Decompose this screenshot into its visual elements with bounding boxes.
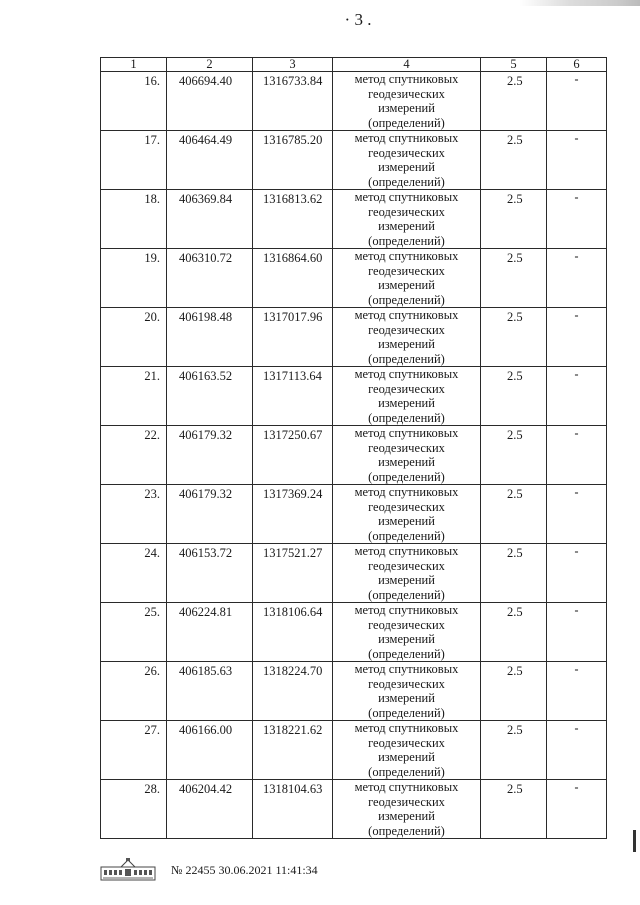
coordinate-x: 406464.49 [167, 131, 253, 190]
header-col-5: 5 [481, 58, 547, 72]
accuracy-cell: 2.5 [481, 544, 547, 603]
method-cell: метод спутниковых геодезических измерений (определений) [333, 544, 481, 603]
method-cell: метод спутниковых геодезических измерений (определений) [333, 367, 481, 426]
accuracy-cell: 2.5 [481, 367, 547, 426]
building-seal-icon [99, 858, 157, 882]
note-cell: - [547, 72, 607, 131]
table-row [101, 485, 607, 544]
coordinate-y: 1317369.24 [253, 485, 333, 544]
coordinate-x: 406179.32 [167, 485, 253, 544]
accuracy-cell: 2.5 [481, 603, 547, 662]
table-row [101, 544, 607, 603]
method-cell: метод спутниковых геодезических измерений (определений) [333, 721, 481, 780]
note-cell: - [547, 426, 607, 485]
coordinate-y: 1317113.64 [253, 367, 333, 426]
table-row [101, 603, 607, 662]
note-cell: - [547, 544, 607, 603]
note-cell: - [547, 131, 607, 190]
accuracy-cell: 2.5 [481, 131, 547, 190]
coordinate-y: 1318104.63 [253, 780, 333, 839]
coordinate-x: 406369.84 [167, 190, 253, 249]
coordinates-table [100, 57, 607, 839]
row-number: 28. [101, 780, 167, 839]
note-cell: - [547, 308, 607, 367]
note-cell: - [547, 485, 607, 544]
header-col-6: 6 [547, 58, 607, 72]
scan-mark [633, 830, 636, 852]
coordinate-x: 406179.32 [167, 426, 253, 485]
note-cell: - [547, 190, 607, 249]
coordinate-y: 1318221.62 [253, 721, 333, 780]
table-row [101, 662, 607, 721]
table-row [101, 72, 607, 131]
note-cell: - [547, 603, 607, 662]
table-row [101, 721, 607, 780]
coordinate-x: 406153.72 [167, 544, 253, 603]
coordinate-y: 1318106.64 [253, 603, 333, 662]
row-number: 26. [101, 662, 167, 721]
table-row [101, 426, 607, 485]
table-row [101, 131, 607, 190]
coordinate-y: 1316733.84 [253, 72, 333, 131]
accuracy-cell: 2.5 [481, 426, 547, 485]
coordinate-y: 1316785.20 [253, 131, 333, 190]
method-cell: метод спутниковых геодезических измерений (определений) [333, 662, 481, 721]
accuracy-cell: 2.5 [481, 308, 547, 367]
table-row [101, 249, 607, 308]
page-number-dot-right: . [367, 10, 372, 29]
method-cell: метод спутниковых геодезических измерений (определений) [333, 485, 481, 544]
coordinate-y: 1317521.27 [253, 544, 333, 603]
scan-mark [520, 0, 640, 6]
note-cell: - [547, 249, 607, 308]
document-footer [99, 858, 318, 882]
coordinate-y: 1316864.60 [253, 249, 333, 308]
row-number: 17. [101, 131, 167, 190]
row-number: 24. [101, 544, 167, 603]
header-col-3: 3 [253, 58, 333, 72]
accuracy-cell: 2.5 [481, 249, 547, 308]
coordinate-x: 406694.40 [167, 72, 253, 131]
method-cell: метод спутниковых геодезических измерений (определений) [333, 190, 481, 249]
table-header [101, 58, 607, 72]
row-number: 20. [101, 308, 167, 367]
row-number: 27. [101, 721, 167, 780]
page-number-value: 3 [354, 10, 363, 29]
header-row [101, 58, 607, 72]
header-col-4: 4 [333, 58, 481, 72]
registration-stamp: № 22455 30.06.2021 11:41:34 [171, 862, 318, 877]
accuracy-cell: 2.5 [481, 780, 547, 839]
table-row [101, 780, 607, 839]
method-cell: метод спутниковых геодезических измерений (определений) [333, 308, 481, 367]
method-cell: метод спутниковых геодезических измерений (определений) [333, 131, 481, 190]
row-number: 25. [101, 603, 167, 662]
coordinate-y: 1316813.62 [253, 190, 333, 249]
table-row [101, 367, 607, 426]
row-number: 16. [101, 72, 167, 131]
method-cell: метод спутниковых геодезических измерений (определений) [333, 72, 481, 131]
accuracy-cell: 2.5 [481, 721, 547, 780]
coordinate-x: 406185.63 [167, 662, 253, 721]
note-cell: - [547, 780, 607, 839]
coordinate-x: 406204.42 [167, 780, 253, 839]
accuracy-cell: 2.5 [481, 662, 547, 721]
coordinate-x: 406198.48 [167, 308, 253, 367]
row-number: 23. [101, 485, 167, 544]
table-body [101, 72, 607, 839]
note-cell: - [547, 662, 607, 721]
header-col-2: 2 [167, 58, 253, 72]
note-cell: - [547, 721, 607, 780]
page-number [0, 10, 640, 30]
method-cell: метод спутниковых геодезических измерений (определений) [333, 426, 481, 485]
table-row [101, 308, 607, 367]
method-cell: метод спутниковых геодезических измерений (определений) [333, 603, 481, 662]
accuracy-cell: 2.5 [481, 190, 547, 249]
note-cell: - [547, 367, 607, 426]
coordinate-y: 1318224.70 [253, 662, 333, 721]
row-number: 22. [101, 426, 167, 485]
method-cell: метод спутниковых геодезических измерений (определений) [333, 780, 481, 839]
method-cell: метод спутниковых геодезических измерений (определений) [333, 249, 481, 308]
header-col-1: 1 [101, 58, 167, 72]
table-row [101, 190, 607, 249]
accuracy-cell: 2.5 [481, 72, 547, 131]
coordinate-y: 1317017.96 [253, 308, 333, 367]
coordinate-x: 406224.81 [167, 603, 253, 662]
coordinate-x: 406310.72 [167, 249, 253, 308]
row-number: 18. [101, 190, 167, 249]
coordinate-y: 1317250.67 [253, 426, 333, 485]
accuracy-cell: 2.5 [481, 485, 547, 544]
row-number: 21. [101, 367, 167, 426]
coordinate-x: 406163.52 [167, 367, 253, 426]
coordinate-x: 406166.00 [167, 721, 253, 780]
page-number-dot-left: · [344, 10, 351, 29]
row-number: 19. [101, 249, 167, 308]
